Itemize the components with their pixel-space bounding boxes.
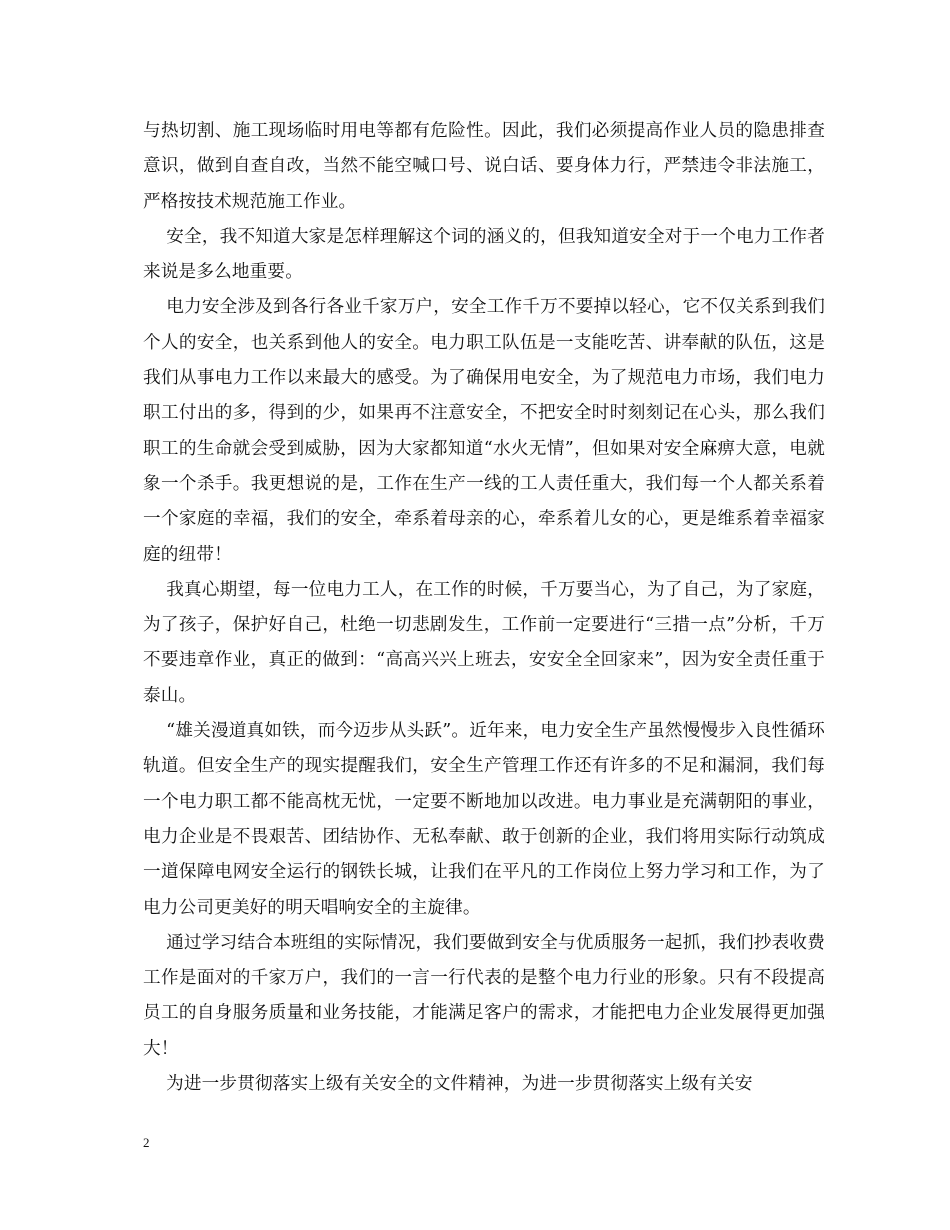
paragraph: “雄关漫道真如铁，而今迈步从头跃”。近年来，电力安全生产虽然慢慢步入良性循环轨道。但安全生产的现实提醒我们，安全生产管理工作还有许多的不足和漏洞，我们每一个电力职工都不能高枕无忧，一定要不断地加以改进。电力事业是充满朝阳的事业，电力企业是不畏艰苦、团结协作、无私奉献、敢于创新的企业，我们将用实际行动筑成一道保障电网安全运行的钢铁长城，让我们在平凡的工作岗位上努力学习和工作，为了电力公司更美好的明天唱响安全的主旋律。 [143,721,825,918]
paragraph: 通过学习结合本班组的实际情况，我们要做到安全与优质服务一起抓，我们抄表收费工作是面对的千家万户，我们的一言一行代表的是整个电力行业的形象。只有不段提高员工的自身服务质量和业务技能，才能满足客户的需求，才能把电力企业发展得更加强大！ [143,932,825,1059]
paragraph: 安全，我不知道大家是怎样理解这个词的涵义的，但我知道安全对于一个电力工作者来说是多么地重要。 [143,226,825,283]
body-text [143,114,825,1102]
paragraph: 与热切割、施工现场临时用电等都有危险性。因此，我们必须提高作业人员的隐患排查意识，做到自查自改，当然不能空喊口号、说白话、要身体力行，严禁违令非法施工，严格按技术规范施工作业。 [143,121,825,212]
paragraph: 我真心期望，每一位电力工人，在工作的时候，千万要当心，为了自己，为了家庭，为了孩子，保护好自己，杜绝一切悲剧发生，工作前一定要进行“三措一点”分析，千万不要违章作业，真正的做到：“高高兴兴上班去，安安全全回家来”，因为安全责任重于泰山。 [143,579,825,706]
paragraph: 电力安全涉及到各行各业千家万户，安全工作千万不要掉以轻心，它不仅关系到我们个人的安全，也关系到他人的安全。电力职工队伍是一支能吃苦、讲奉献的队伍，这是我们从事电力工作以来最大的感受。为了确保用电安全，为了规范电力市场，我们电力职工付出的多，得到的少，如果再不注意安全，不把安全时时刻刻记在心头，那么我们职工的生命就会受到威胁，因为大家都知道“水火无情”，但如果对安全麻痹大意，电就象一个杀手。我更想说的是，工作在生产一线的工人责任重大，我们每一个人都关系着一个家庭的幸福，我们的安全，牵系着母亲的心，牵系着儿女的心，更是维系着幸福家庭的纽带！ [143,297,825,565]
page-number: 2 [143,1135,150,1150]
paragraph: 为进一步贯彻落实上级有关安全的文件精神，为进一步贯彻落实上级有关安 [143,1074,753,1095]
